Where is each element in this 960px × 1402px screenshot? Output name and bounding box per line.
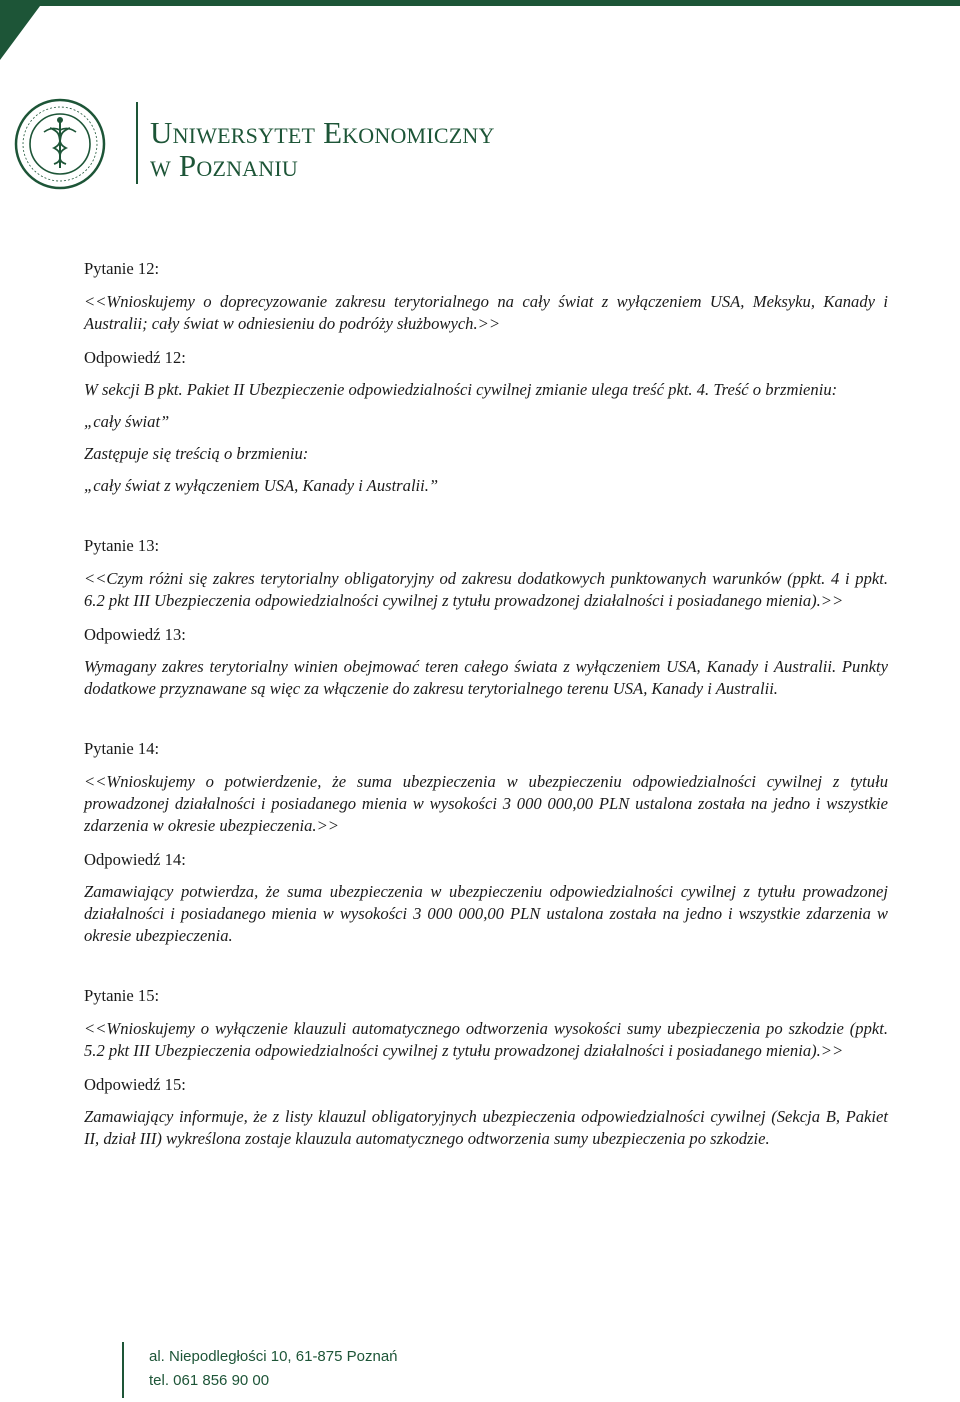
answer-paragraph: Zamawiający potwierdza, że suma ubezpieczenia w ubezpieczeniu odpowiedzialności cywilnej z tytułu prowadzonej działalności i posiadanego mienia w wysokości 3 000 000,00 PLN ustalona została na jedno i wszystkie zdarzenia w okresie ubezpieczenia. (84, 882, 888, 945)
corner-decoration (0, 0, 960, 72)
answer-title: Odpowiedź 14: (84, 850, 186, 869)
answer-paragraph: Wymagany zakres terytorialny winien obejmować teren całego świata z wyłączeniem USA, Kanady i Australii. Punkty dodatkowe przyznawane są więc za włączenie do zakresu terytorialnego terenu USA, Kanady i Australii. (84, 657, 888, 698)
qa-section-13 (84, 535, 888, 700)
page-footer (122, 1342, 622, 1398)
university-seal-icon (14, 98, 106, 190)
answer-title: Odpowiedź 15: (84, 1075, 186, 1094)
answer-paragraph: „cały świat z wyłączeniem USA, Kanady i Australii.” (84, 476, 439, 495)
footer-address: al. Niepodległości 10, 61-875 Poznań (149, 1348, 398, 1365)
answer-paragraph: Zastępuje się treścią o brzmieniu: (84, 444, 309, 463)
footer-phone: tel. 061 856 90 00 (149, 1372, 270, 1389)
logo-divider (136, 102, 138, 184)
qa-section-12 (84, 258, 888, 497)
question-text: <<Wnioskujemy o wyłączenie klauzuli automatycznego odtworzenia wysokości sumy ubezpieczenia po szkodzie (ppkt. 5.2 pkt III Ubezpieczenia odpowiedzialności cywilnej z tytułu prowadzonej działalności i posiadanego mienia).>> (84, 1019, 888, 1060)
university-name-line1: Uniwersytet Ekonomiczny (150, 115, 495, 150)
qa-section-15 (84, 985, 888, 1150)
document-body (84, 258, 888, 1188)
question-title: Pytanie 12: (84, 259, 160, 278)
answer-paragraph: „cały świat” (84, 412, 170, 431)
answer-title: Odpowiedź 12: (84, 348, 186, 367)
footer-divider (122, 1342, 124, 1398)
university-name-line2: w Poznaniu (150, 148, 298, 183)
question-text: <<Czym różni się zakres terytorialny obligatoryjny od zakresu dodatkowych punktowanych warunków (ppkt. 4 i ppkt. 6.2 pkt III Ubezpieczenia odpowiedzialności cywilnej z tytułu prowadzonej działalności i posiadanego mienia).>> (84, 569, 888, 610)
university-logo (14, 98, 534, 198)
question-title: Pytanie 13: (84, 536, 160, 555)
answer-title: Odpowiedź 13: (84, 625, 186, 644)
question-title: Pytanie 15: (84, 986, 160, 1005)
university-name (150, 116, 495, 182)
question-title: Pytanie 14: (84, 739, 160, 758)
answer-paragraph: W sekcji B pkt. Pakiet II Ubezpieczenie odpowiedzialności cywilnej zmianie ulega treść pkt. 4. Treść o brzmieniu: (84, 380, 838, 399)
answer-paragraph: Zamawiający informuje, że z listy klauzul obligatoryjnych ubezpieczenia odpowiedzialności cywilnej (Sekcja B, Pakiet II, dział III) wykreślona zostaje klauzula automatycznego odtworzenia sumy ubezpieczenia po szkodzie. (84, 1107, 888, 1148)
green-corner-band-icon (0, 0, 960, 72)
question-text: <<Wnioskujemy o doprecyzowanie zakresu terytorialnego na cały świat z wyłączeniem USA, Meksyku, Kanady i Australii; cały świat w odniesieniu do podróży służbowych.>> (84, 292, 888, 333)
qa-section-14 (84, 738, 888, 947)
question-text: <<Wnioskujemy o potwierdzenie, że suma ubezpieczenia w ubezpieczeniu odpowiedzialności cywilnej z tytułu prowadzonej działalności i posiadanego mienia w wysokości 3 000 000,00 PLN ustalona została na jedno i wszystkie zdarzenia w okresie ubezpieczenia.>> (84, 772, 888, 835)
